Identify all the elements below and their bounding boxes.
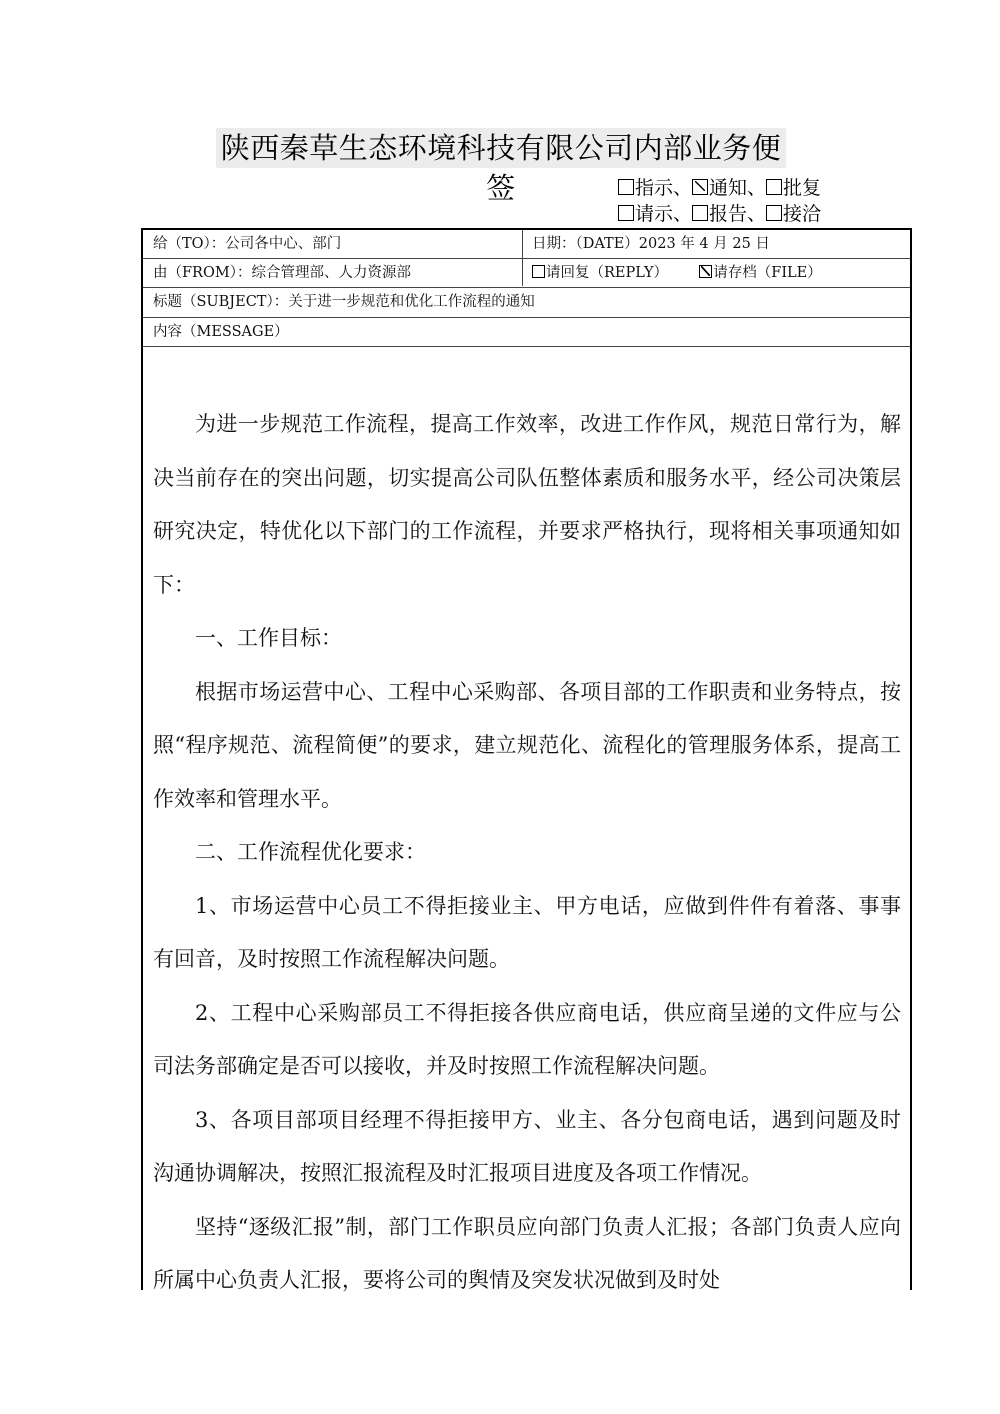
checkbox-label: 指示、 (635, 177, 693, 199)
body-paragraph: 为进一步规范工作流程，提高工作效率，改进工作作风，规范日常行为，解决当前存在的突出问题，切实提高公司队伍整体素质和服务水平，经公司决策层研究决定，特优化以下部门的工作流程，并要求严格执行，现将相关事项通知如下： (153, 412, 901, 597)
row-from-options (143, 259, 910, 288)
checkbox-approve[interactable] (766, 177, 821, 199)
body-paragraph: 坚持“逐级汇报”制，部门工作职员应向部门负责人汇报；各部门负责人应向所属中心负责人汇报，要将公司的舆情及突发状况做到及时处 (153, 1214, 901, 1292)
checkbox-instruct[interactable] (618, 177, 692, 199)
reply-checkbox[interactable] (532, 265, 668, 281)
row-subject (143, 288, 910, 318)
file-checkbox[interactable] (699, 265, 822, 281)
body-paragraph: 根据市场运营中心、工程中心采购部、各项目部的工作职责和业务特点，按照“程序规范、流程简便”的要求，建立规范化、流程化的管理服务体系，提高工作效率和管理水平。 (153, 679, 901, 811)
body-paragraph: 1、市场运营中心员工不得拒接业主、甲方电话，应做到件件有着落、事事有回音，及时按照工作流程解决问题。 (153, 893, 901, 971)
checkbox-label: 接洽 (783, 203, 822, 225)
checkbox-checked-icon (692, 179, 708, 195)
memo-table (141, 228, 912, 1290)
body-paragraph: 3、各项目部项目经理不得拒接甲方、业主、各分包商电话，遇到问题及时沟通协调解决，按照汇报流程及时汇报项目进度及各项工作情况。 (153, 1107, 901, 1185)
doc-type-checkboxes-row1 (618, 176, 821, 200)
document-title: 陕西秦草生态环境科技有限公司内部业务便签 (216, 128, 786, 168)
file-label: 请存档（FILE） (713, 265, 822, 281)
checkbox-notice[interactable] (692, 177, 766, 199)
checkbox-empty-icon (766, 205, 782, 221)
checkbox-report[interactable] (692, 203, 766, 225)
row-message-label (143, 318, 910, 347)
doc-type-checkboxes-row2 (618, 202, 821, 226)
checkbox-empty-icon (766, 179, 782, 195)
message-body (153, 398, 901, 1308)
checkbox-empty-icon (532, 265, 545, 278)
body-heading: 一、工作目标： (195, 626, 342, 650)
reply-file-options (522, 259, 822, 287)
checkbox-empty-icon (692, 205, 708, 221)
date-field: 日期：（DATE）2023 年 4 月 25 日 (532, 236, 770, 252)
checkbox-label: 请示、 (635, 203, 693, 225)
row-to-date (143, 230, 910, 259)
subject-field: 标题（SUBJECT）：关于进一步规范和优化工作流程的通知 (153, 294, 535, 310)
message-label: 内容（MESSAGE） (153, 324, 289, 340)
checkbox-request[interactable] (618, 203, 692, 225)
checkbox-empty-icon (618, 179, 634, 195)
reply-label: 请回复（REPLY） (546, 265, 669, 281)
checkbox-liaise[interactable] (766, 203, 821, 225)
checkbox-checked-icon (699, 265, 712, 278)
body-paragraph: 2、工程中心采购部员工不得拒接各供应商电话，供应商呈递的文件应与公司法务部确定是否可以接收，并及时按照工作流程解决问题。 (153, 1000, 901, 1078)
checkbox-empty-icon (618, 205, 634, 221)
checkbox-label: 通知、 (709, 177, 767, 199)
checkbox-label: 报告、 (709, 203, 767, 225)
to-field: 给（TO）：公司各中心、部门 (153, 236, 342, 252)
checkbox-label: 批复 (783, 177, 822, 199)
from-field: 由（FROM）：综合管理部、人力资源部 (153, 265, 411, 281)
body-heading: 二、工作流程优化要求： (195, 840, 426, 864)
